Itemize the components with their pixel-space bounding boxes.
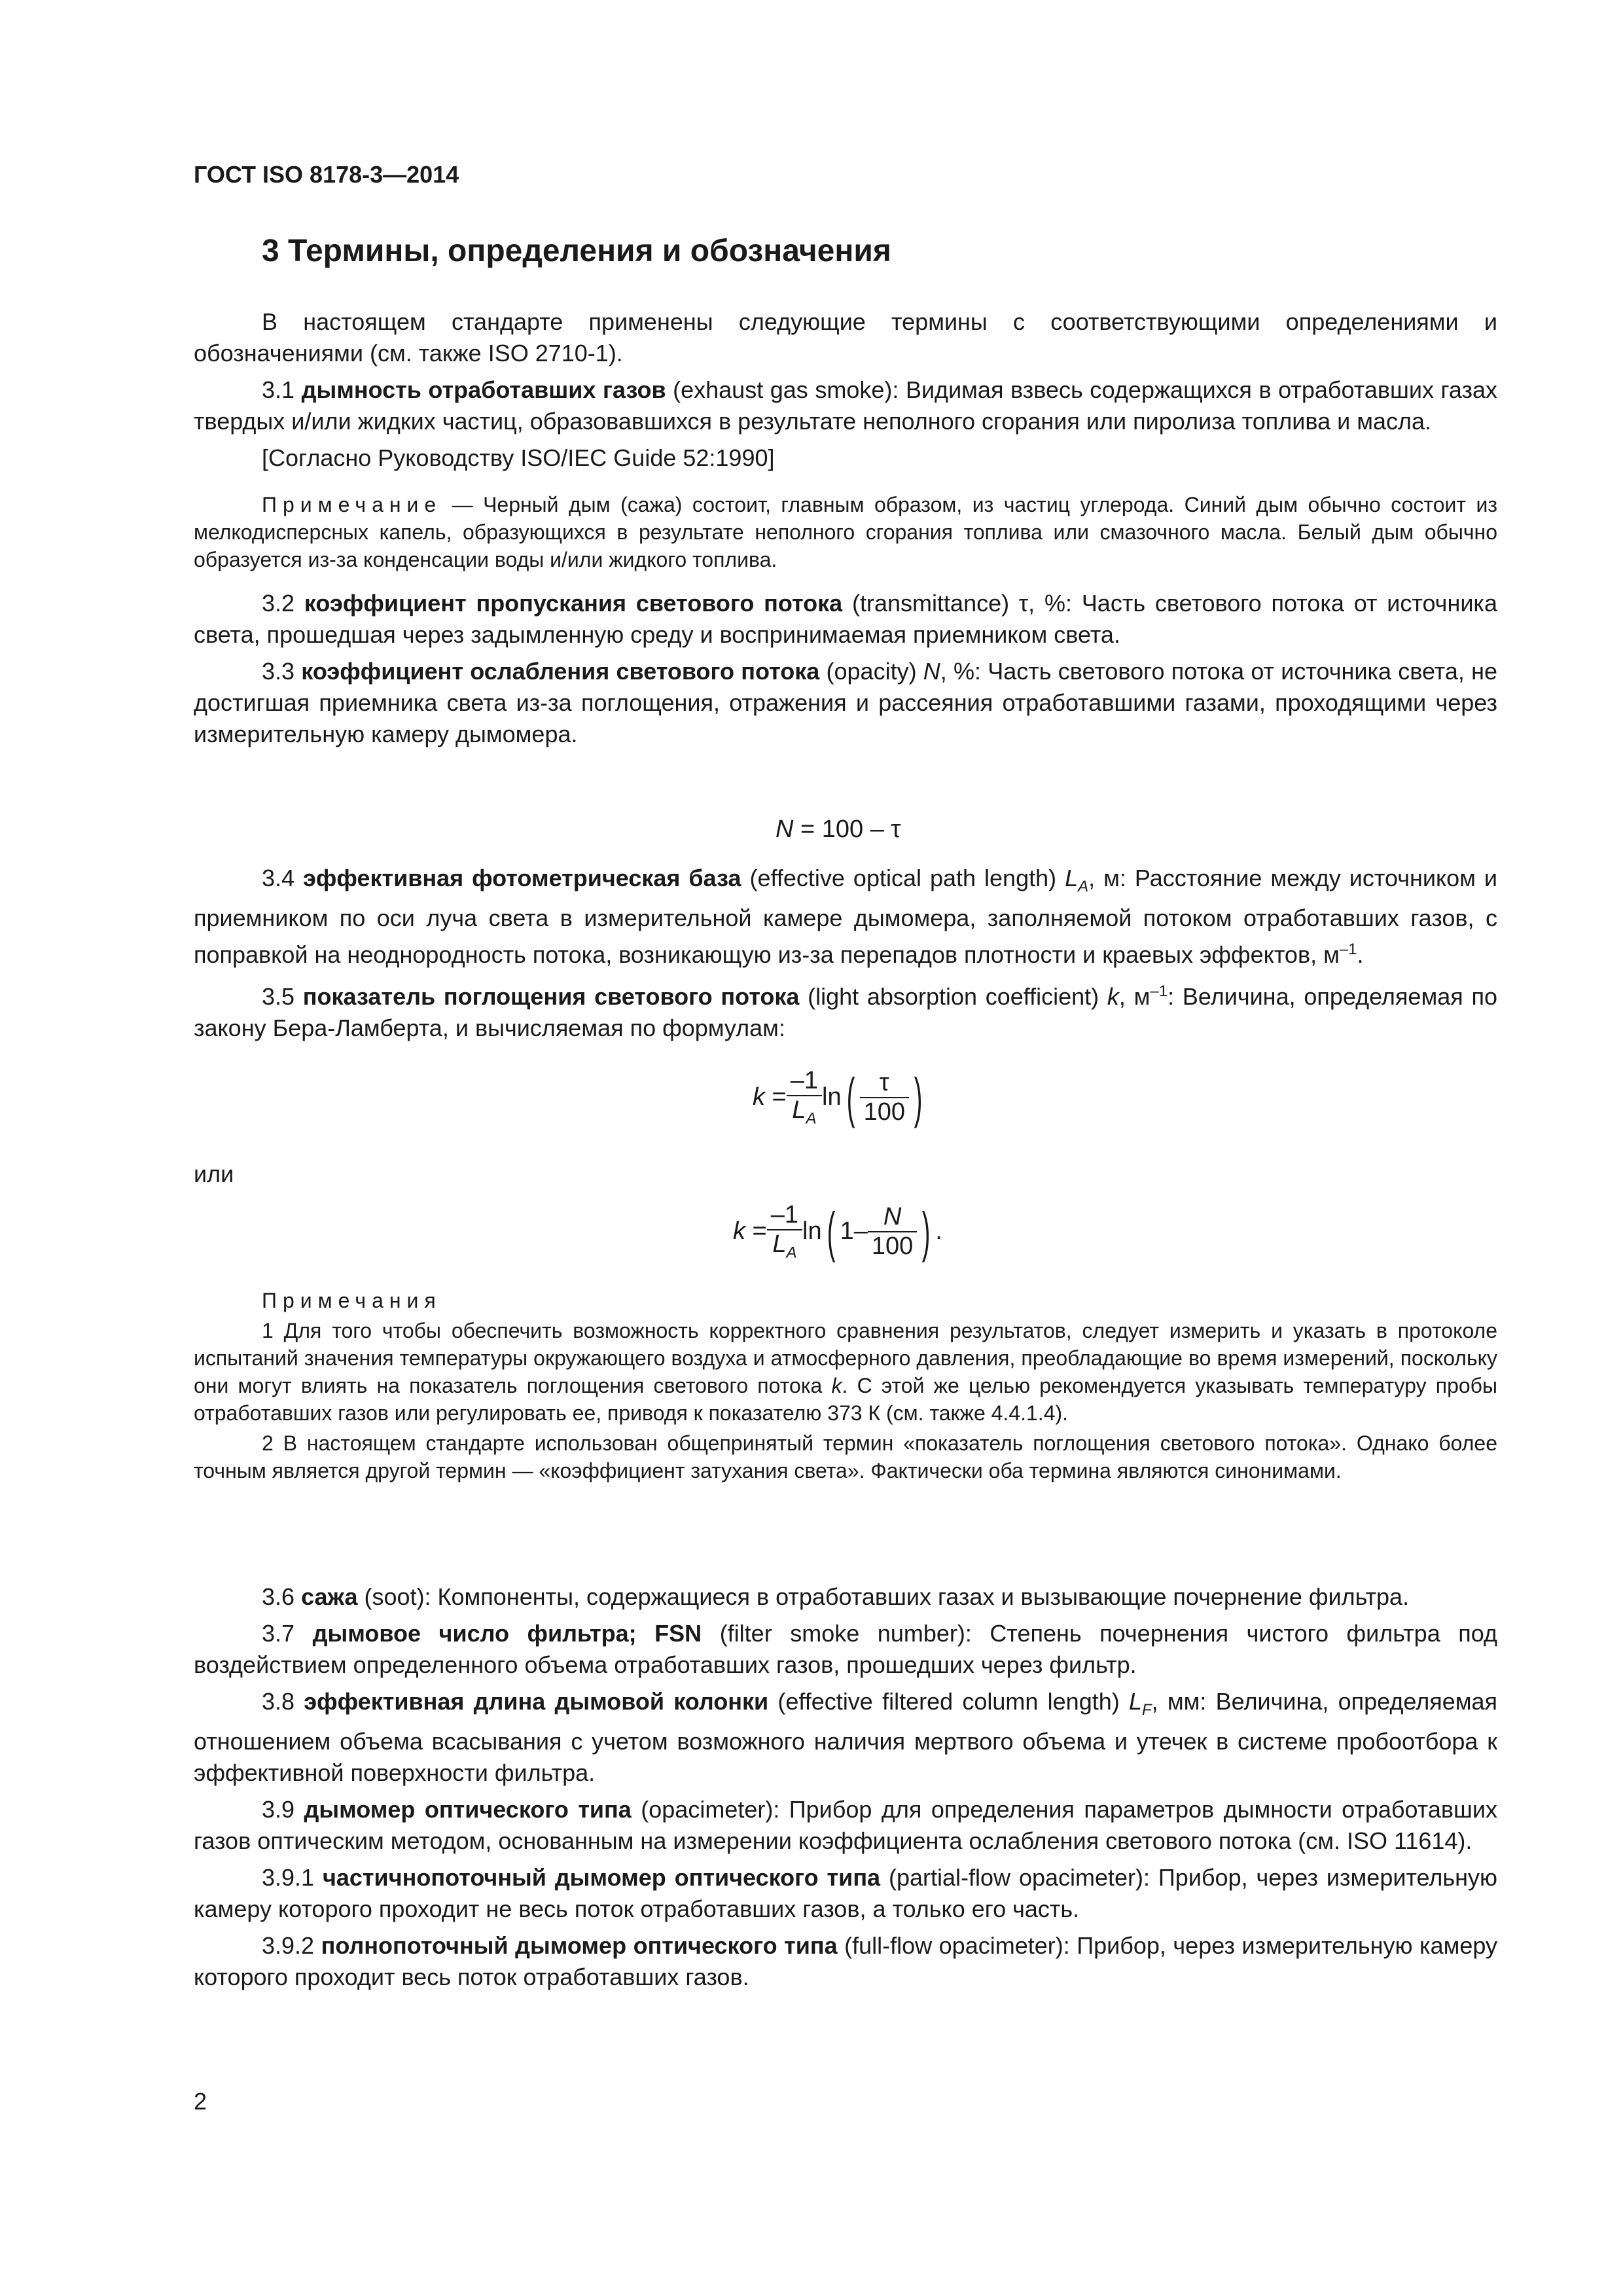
- term-3-9-2-name: полнопоточный дымомер оптического типа: [321, 1932, 838, 1960]
- term-3-6: 3.6 сажа (soot): Компоненты, содержащиеся в отработавших газах и вызывающие почернение фильтра.: [262, 1583, 1410, 1610]
- term-3-1-name: дымность отработавших газов: [301, 376, 666, 403]
- note-2: 2 В настоящем стандарте использован общепринятый термин «показатель поглощения светового потока». Однако более точным является другой термин — «коэффициент затухания света». Фактически оба термина являются синонимами.: [194, 1431, 1497, 1482]
- term-3-9-name: дымомер оптического типа: [304, 1796, 632, 1823]
- term-3-4-name: эффективная фотометрическая база: [303, 865, 741, 891]
- term-3-1-reference: [Согласно Руководству ISO/IEC Guide 52:1990]: [262, 444, 775, 471]
- formula-opacity: N = 100 – τ: [776, 816, 901, 843]
- page-number: 2: [194, 2088, 207, 2115]
- term-3-8-name: эффективная длина дымовой колонки: [304, 1688, 769, 1715]
- term-3-5-name: показатель поглощения светового потока: [302, 983, 800, 1011]
- term-3-3: 3.3 коэффициент ослабления светового потока (opacity) N, %: Часть светового потока от источника света, не достигшая приемника света из-за поглощения, отражения и рассеяния отработавшими газами, проходящими через измерительную камеру дымомера.: [194, 658, 1498, 747]
- term-3-4: 3.4 эффективная фотометрическая база (effective optical path length) $L_A$, м: Расстояние между источником и приемником по оси луча света в измерительной камере дымомера, заполняемой потоком отработавших газов, с поправкой на неоднородность потока, возникающую из-за перепадов плотности и краевых эффектов, $м^{-1}$.: [194, 865, 1497, 969]
- note-3-1: Примечание — Черный дым (сажа) состоит, главным образом, из частиц углерода. Синий дым обычно состоит из мелкодисперсных капель, образующихся в результате неполного сгорания топлива или смазочного масла. Белый дым обычно образуется из-за конденсации воды и/или жидкого топлива.: [194, 493, 1497, 571]
- body-block-1: [194, 306, 1497, 750]
- section-title: 3 Термины, определения и обозначения: [262, 234, 891, 268]
- term-3-8: 3.8 эффективная длина дымовой колонки (effective filtered column length) $L_F$, мм: Величина, определяемая отношением объема всасывания с учетом возможного наличия мертвого объема и утечек в системе пробоотбора к эффективной поверхности фильтра.: [194, 1688, 1498, 1787]
- intro-paragraph: В настоящем стандарте применены следующие термины с соответствующими определениями и обозначениями (см. также ISO 2710-1).: [194, 308, 1497, 367]
- term-3-9-2: 3.9.2 полнопоточный дымомер оптического типа (full-flow opacimeter): Прибор, через измерительную камеру которого проходит весь поток отработавших газов.: [194, 1932, 1497, 1991]
- term-3-6-name: сажа: [301, 1583, 358, 1610]
- term-3-9: 3.9 дымомер оптического типа (opacimeter): Прибор для определения параметров дымности отработавших газов оптическим методом, основанным на измерении коэффициента ослабления светового потока (см. ISO 11614).: [194, 1796, 1497, 1855]
- term-3-3-name: коэффициент ослабления светового потока: [301, 658, 820, 685]
- body-block-2: [194, 863, 1497, 1044]
- term-3-9-1-name: частичнопоточный дымомер оптического типа: [322, 1864, 881, 1892]
- note-1: 1 Для того чтобы обеспечить возможность корректного сравнения результатов, следует измерить и указать в протоколе испытаний значения температуры окружающего воздуха и атмосферного давления, преобладающие во время измерений, поскольку они могут влиять на показатель поглощения светового потока k. С этой же целью рекомендуется указывать температуру пробы отработавших газов или регулировать ее, приводя к показателю 373 К (см. также 4.4.1.4).: [194, 1319, 1497, 1425]
- term-3-7: 3.7 дымовое число фильтра; FSN (filter smoke number): Степень почернения чистого фильтра под воздействием определенного объема отработавших газов, прошедших через фильтр.: [194, 1620, 1497, 1678]
- notes-label: Примечания: [262, 1289, 442, 1312]
- formula-absorption-1: k = $\frac{-1}{L_A}$ ln( $\frac{\tau}{100}$ ): [753, 1066, 923, 1128]
- body-block-3: [194, 1581, 1497, 1993]
- note-label: Примечание: [262, 493, 442, 516]
- term-3-2-name: коэффициент пропускания светового потока: [304, 590, 843, 617]
- formula-absorption-2: k = $\frac{-1}{L_A}$ ln( 1– $\frac{N}{100}$ ).: [733, 1200, 942, 1263]
- term-3-1: 3.1 дымность отработавших газов (exhaust gas smoke): Видимая взвесь содержащихся в отработавших газах твердых и/или жидких частиц, образовавшихся в результате неполного сгорания или пиролиза топлива и масла.: [194, 376, 1497, 435]
- term-3-7-name: дымовое число фильтра; FSN: [312, 1620, 702, 1647]
- term-3-2: 3.2 коэффициент пропускания светового потока (transmittance) τ, %: Часть светового потока от источника света, прошедшая через задымленную среду и воспринимаемая приемником света.: [194, 590, 1497, 648]
- or-line: или: [194, 1160, 234, 1187]
- notes-block: [194, 1287, 1497, 1484]
- document-code: ГОСТ ISO 8178-3—2014: [194, 161, 459, 188]
- term-3-5: 3.5 показатель поглощения светового потока (light absorption coefficient) k, $м^{-1}$: Величина, определяемая по закону Бера-Ламберта, и вычисляемая по формулам:: [194, 982, 1497, 1042]
- term-3-9-1: 3.9.1 частичнопоточный дымомер оптического типа (partial-flow opacimeter): Прибор, через измерительную камеру которого проходит не весь поток отработавших газов, а только его часть.: [194, 1864, 1497, 1923]
